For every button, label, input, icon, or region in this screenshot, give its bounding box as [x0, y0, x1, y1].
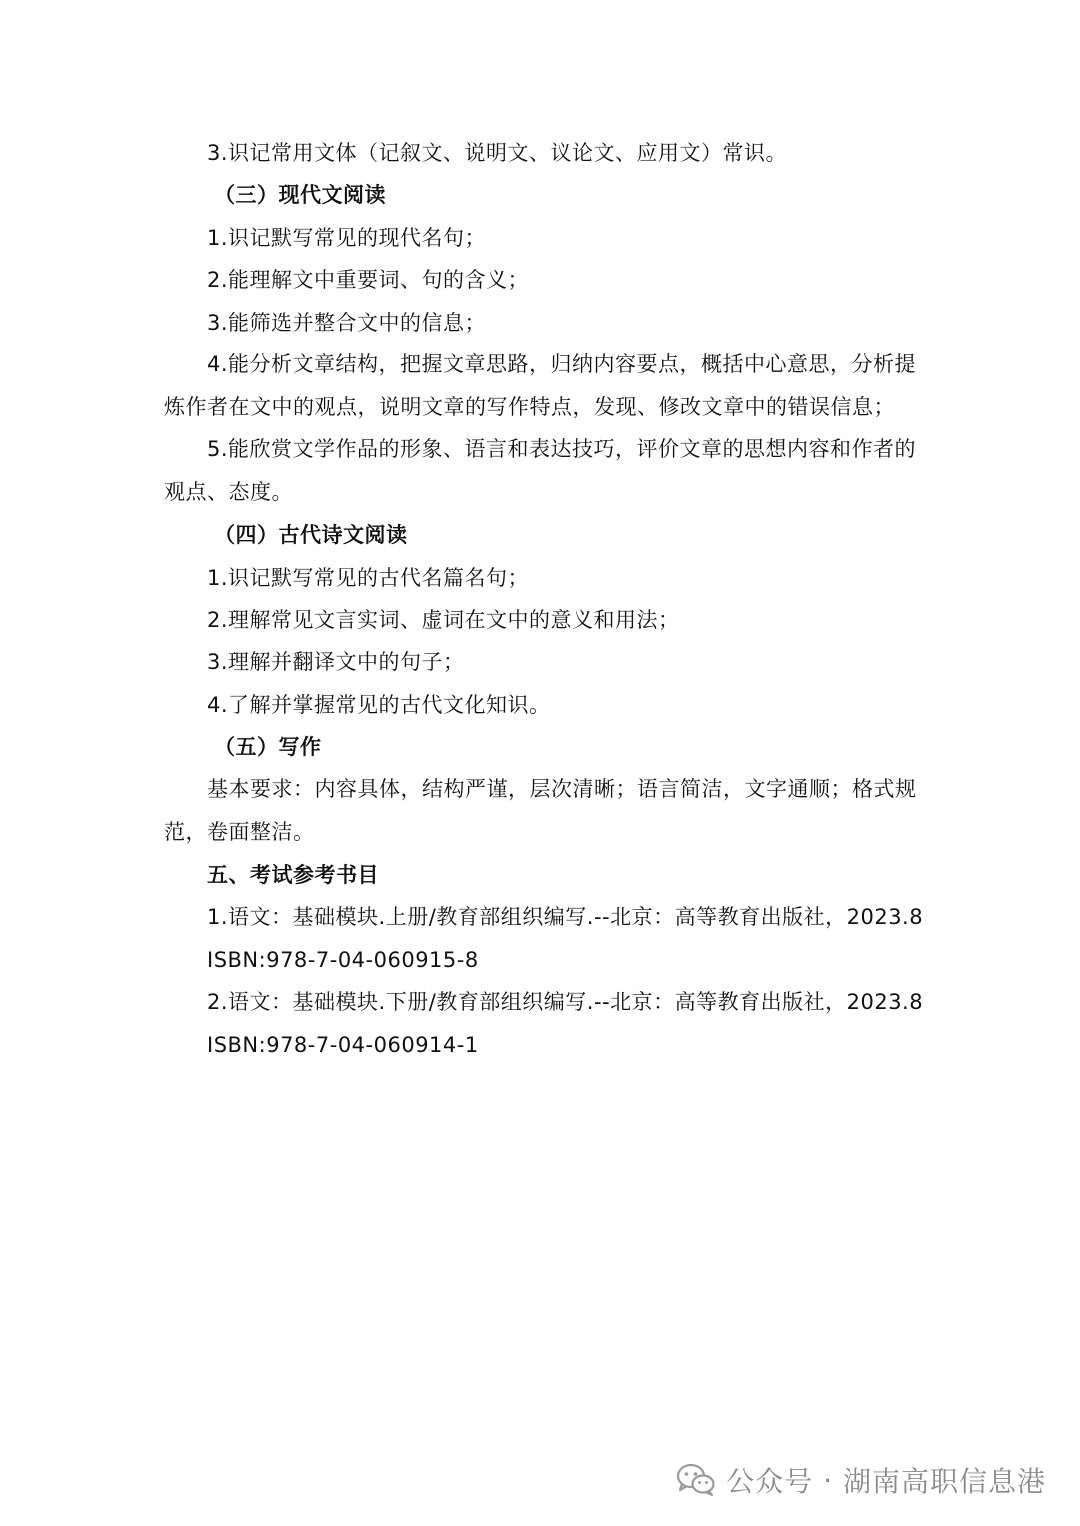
list-item-modern-4: 4.能分析文章结构，把握文章思路，归纳内容要点，概括中心意思，分析提炼作者在文中的观点，说明文章的写作特点，发现、修改文章中的错误信息；: [164, 352, 917, 419]
paragraph-stylistics: 3.识记常用文体（记叙文、说明文、议论文、应用文）常识。: [207, 141, 788, 165]
list-item-ancient-1: 1.识记默写常见的古代名篇名句；: [207, 566, 530, 590]
heading-ancient-reading: （四）古代诗文阅读: [214, 523, 408, 547]
heading-writing: （五）写作: [214, 735, 322, 759]
paragraph-writing-requirements: 基本要求：内容具体，结构严谨，层次清晰；语言简洁，文字通顺；格式规范，卷面整洁。: [164, 777, 917, 844]
reference-book-1: 1.语文：基础模块.上册/教育部组织编写.--北京：高等教育出版社，2023.8: [207, 905, 924, 929]
watermark-separator: ·: [823, 1463, 833, 1497]
list-item-ancient-3: 3.理解并翻译文中的句子；: [207, 650, 465, 674]
heading-reference-books: 五、考试参考书目: [207, 863, 379, 887]
watermark-account-name: 湖南高职信息港: [842, 1465, 1046, 1498]
watermark-label: 公众号: [726, 1465, 814, 1498]
reference-book-1-isbn: ISBN:978-7-04-060915-8: [207, 948, 479, 972]
list-item-ancient-4: 4.了解并掌握常见的古代文化知识。: [207, 693, 551, 717]
list-item-modern-2: 2.能理解文中重要词、句的含义；: [207, 268, 530, 292]
list-item-modern-3: 3.能筛选并整合文中的信息；: [207, 311, 487, 335]
reference-book-2-isbn: ISBN:978-7-04-060914-1: [207, 1033, 479, 1057]
list-item-modern-5: 5.能欣赏文学作品的形象、语言和表达技巧，评价文章的思想内容和作者的观点、态度。: [164, 437, 917, 504]
wechat-watermark: [676, 1460, 1046, 1500]
reference-book-2: 2.语文：基础模块.下册/教育部组织编写.--北京：高等教育出版社，2023.8: [207, 990, 924, 1014]
wechat-icon: [676, 1463, 716, 1497]
heading-modern-reading: （三）现代文阅读: [214, 183, 386, 207]
list-item-modern-1: 1.识记默写常见的现代名句；: [207, 226, 487, 250]
list-item-ancient-2: 2.理解常见文言实词、虚词在文中的意义和用法；: [207, 608, 680, 632]
